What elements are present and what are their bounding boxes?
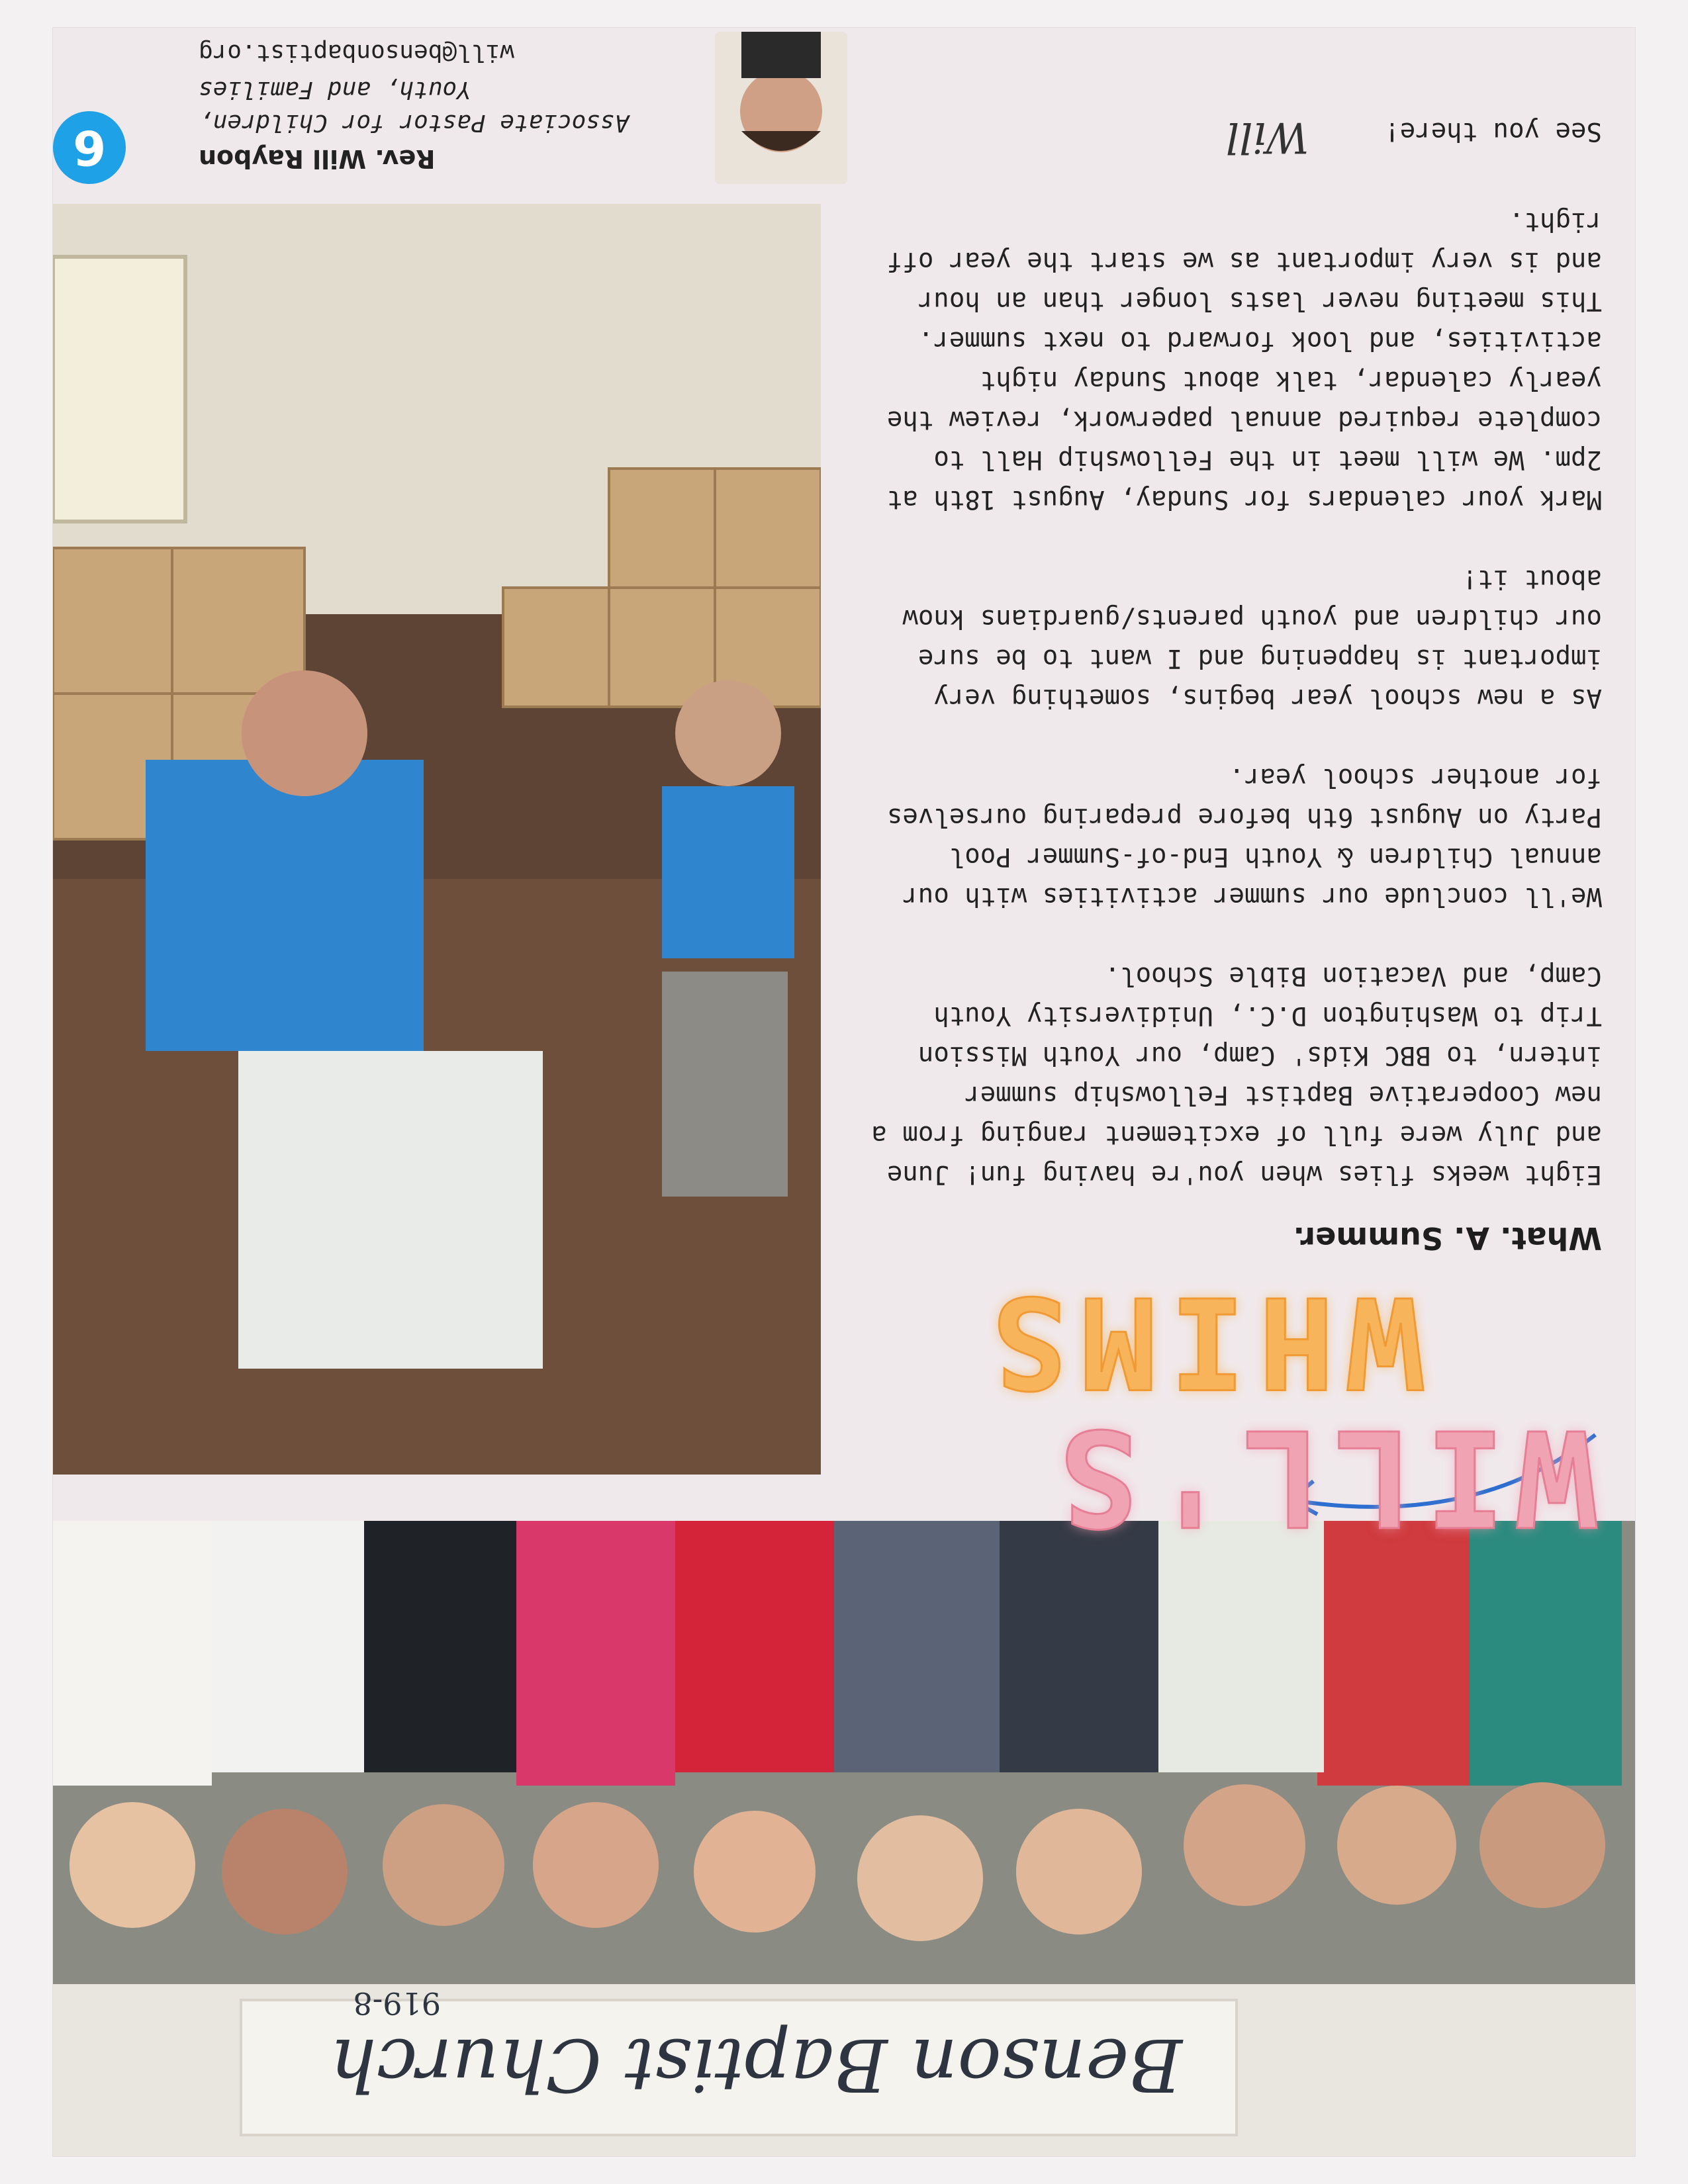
paragraph-2: We'll conclude our summer activities with our annual Children & Youth End-of-Summer Pool Party on August 6th before preparing ourselves for another school year. (886, 762, 1602, 911)
paragraph-1: Eight weeks flies when you're having fun! June and July were full of excitement ranging from a new Cooperative Baptist Fellowship summer intern, to BBC Kids' Camp, our Youth Mission Trip to Washington D.C., Unidiversity Youth Camp, and Vacation Bible School. (871, 961, 1602, 1189)
author-block (53, 28, 847, 197)
food-bank-illustration (53, 204, 821, 1475)
page-sheet (53, 28, 1635, 2156)
signoff (867, 113, 1602, 161)
author-email[interactable]: will@bensonbaptist.org (199, 39, 514, 66)
title-wills: WILL'S (1047, 1400, 1597, 1554)
author-title-line-2: Youth, and Families (199, 76, 471, 103)
title-whims: WHIMS (978, 1269, 1423, 1415)
author-title-line-1: Associate Pastor for Children, (199, 109, 630, 136)
signoff-text: See you there! (1384, 116, 1602, 146)
page-number-badge: 6 (53, 111, 126, 184)
church-sign-phone: 919-8 (353, 1985, 441, 2021)
article-body (867, 113, 1602, 1256)
youth-group-photo (53, 1521, 1635, 2156)
food-bank-photo (53, 204, 821, 1475)
signature: Will (1225, 113, 1309, 161)
church-sign (240, 1985, 1238, 2136)
paragraph-3: As a new school year begins, something very important is happening and I want to be sure our children and youth parents/guardians know about it! (902, 564, 1602, 713)
author-name: Rev. Will Raybon (199, 144, 436, 173)
church-sign-text: Benson Baptist Church (330, 2023, 1182, 2107)
article-headline: What. A. Summer. (1293, 1220, 1602, 1256)
author-text (199, 39, 847, 173)
paragraph-4: Mark your calendars for Sunday, August 18th at 2pm. We will meet in the Fellowship Hall to complete required annual paperwork, review the yearly calendar, talk about Sunday night activities, and look forward to next summer. This meeting never lasts longer than an hour and is very important as we start the year off right. (886, 206, 1602, 514)
